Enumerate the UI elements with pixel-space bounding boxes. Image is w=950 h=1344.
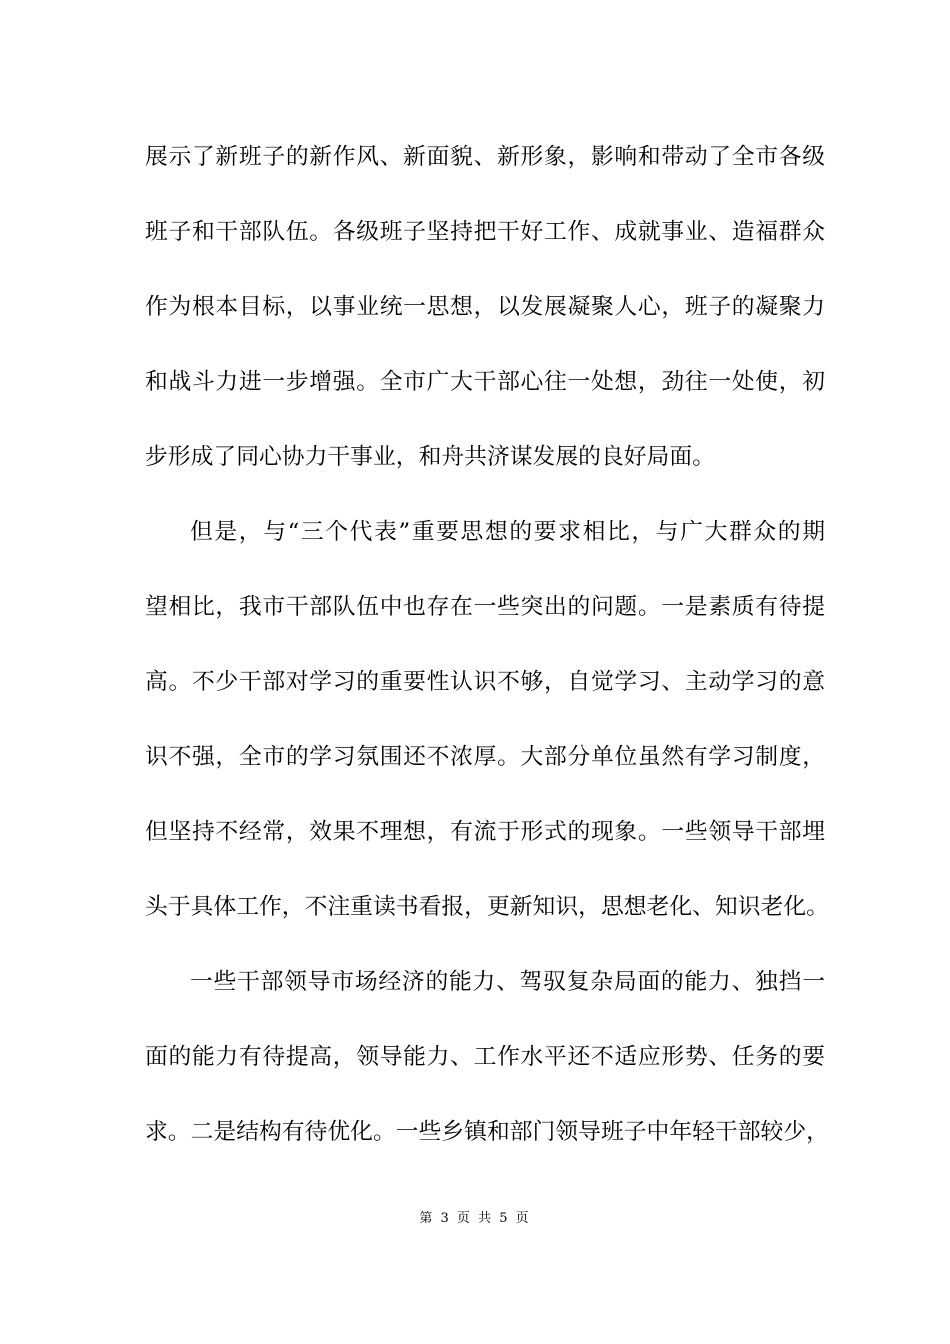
text-line: 但坚持不经常，效果不理想，有流于形式的现象。一些领导干部埋: [145, 819, 825, 845]
text-line: 步形成了同心协力干事业，和舟共济谋发展的良好局面。: [145, 444, 715, 470]
text-line: 求。二是结构有待优化。一些乡镇和部门领导班子中年轻干部较少，: [145, 1119, 829, 1145]
paragraph-first-line: 但是，与“三个代表”重要思想的要求相比，与广大群众的期: [190, 519, 825, 545]
text-line: 识不强，全市的学习氛围还不浓厚。大部分单位虽然有学习制度，: [145, 744, 825, 770]
text-line: 和战斗力进一步增强。全市广大干部心往一处想，劲往一处使，初: [145, 369, 825, 395]
text-line: 高。不少干部对学习的重要性认识不够，自觉学习、主动学习的意: [145, 669, 825, 695]
paragraph-first-line: 一些干部领导市场经济的能力、驾驭复杂局面的能力、独挡一: [190, 969, 825, 995]
text-line: 作为根本目标，以事业统一思想，以发展凝聚人心，班子的凝聚力: [145, 294, 825, 320]
text-line: 面的能力有待提高，领导能力、工作水平还不适应形势、任务的要: [145, 1044, 825, 1070]
text-line: 班子和干部队伍。各级班子坚持把干好工作、成就事业、造福群众: [145, 219, 825, 245]
text-line: 望相比，我市干部队伍中也存在一些突出的问题。一是素质有待提: [145, 594, 825, 620]
text-line: 头于具体工作，不注重读书看报，更新知识，思想老化、知识老化。: [145, 894, 829, 920]
page-number-footer: 第 3 页 共 5 页: [419, 1211, 531, 1226]
body-text: [145, 132, 829, 1182]
text-line: 展示了新班子的新作风、新面貌、新形象，影响和带动了全市各级: [145, 144, 825, 170]
